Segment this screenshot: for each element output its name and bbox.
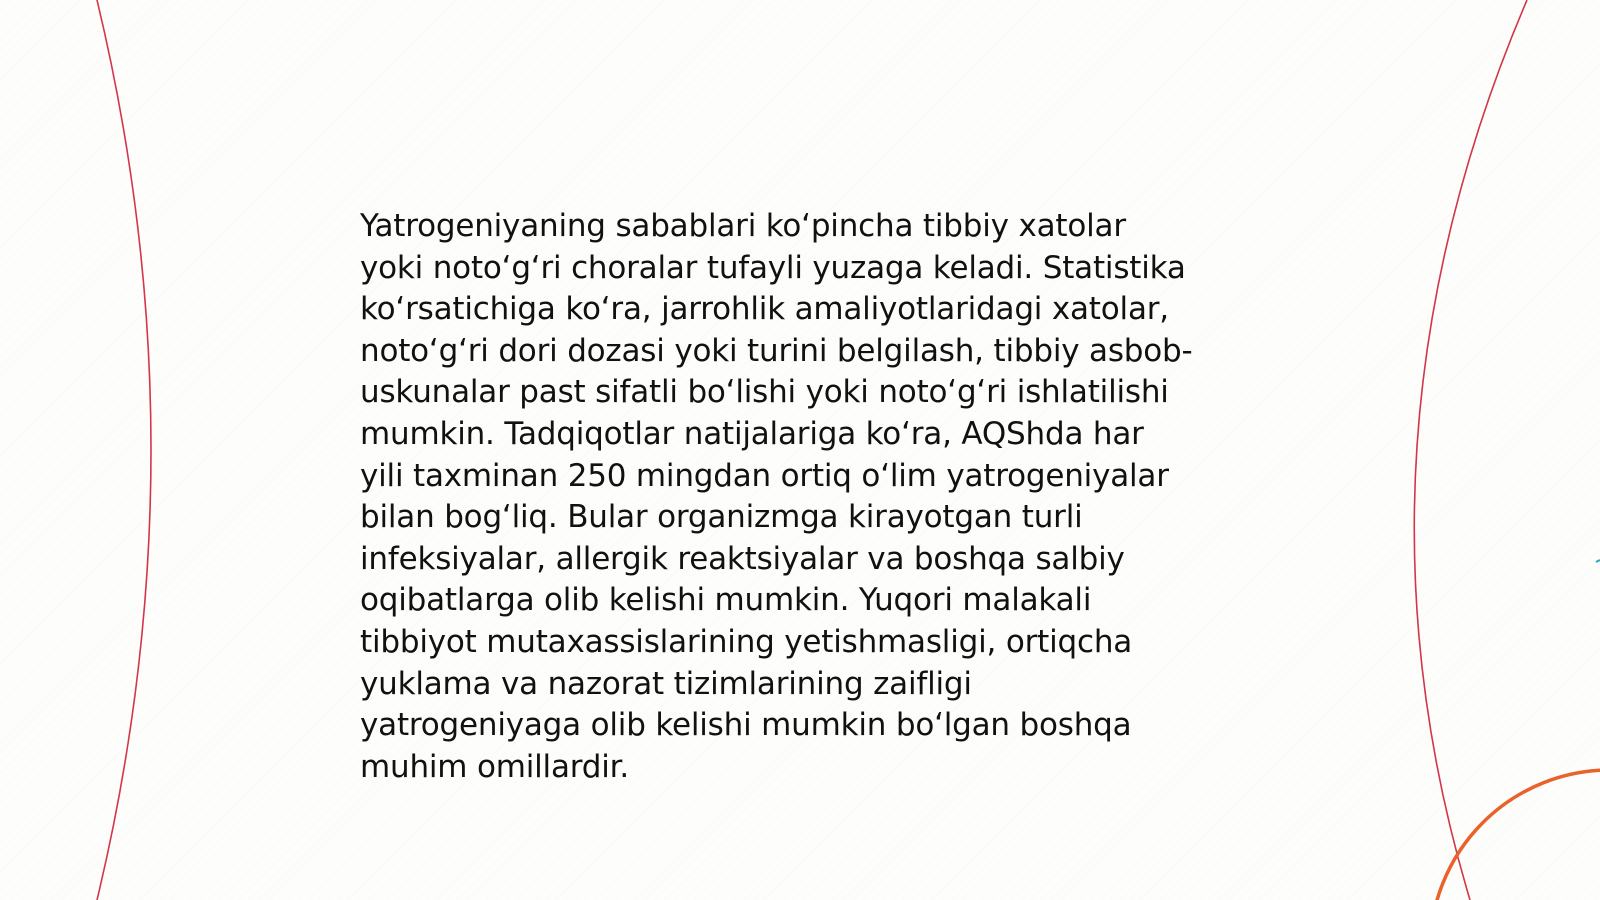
- paragraph-line: infeksiyalar, allergik reaktsiyalar va boshqa salbiy: [360, 540, 1125, 577]
- paragraph-line: uskunalar past sifatli boʻlishi yoki notoʻgʻri ishlatilishi: [360, 374, 1169, 411]
- paragraph-line: notoʻgʻri dori dozasi yoki turini belgilash, tibbiy asbob-: [360, 332, 1193, 369]
- body-paragraph: [360, 206, 1240, 788]
- right-arc-line: [1414, 0, 1527, 900]
- left-arc-line: [97, 0, 151, 900]
- paragraph-line: tibbiyot mutaxassislarining yetishmasligi, ortiqcha: [360, 623, 1133, 660]
- paragraph-line: mumkin. Tadqiqotlar natijalariga koʻra, AQShda har: [360, 415, 1144, 452]
- paragraph-line: yatrogeniyaga olib kelishi mumkin boʻlgan boshqa: [360, 707, 1132, 744]
- small-blue-tick: [1596, 560, 1600, 562]
- paragraph-line: bilan bogʻliq. Bular organizmga kirayotgan turli: [360, 499, 1083, 536]
- paragraph-line: koʻrsatichiga koʻra, jarrohlik amaliyotlaridagi xatolar,: [360, 291, 1169, 328]
- paragraph-line: yuklama va nazorat tizimlarining zaifligi: [360, 665, 972, 702]
- orange-circle-arc: [1430, 770, 1600, 900]
- paragraph-line: oqibatlarga olib kelishi mumkin. Yuqori malakali: [360, 582, 1092, 619]
- paragraph-line: Yatrogeniyaning sabablari koʻpincha tibbiy xatolar: [360, 208, 1126, 244]
- paragraph-line: muhim omillardir.: [360, 748, 630, 785]
- paragraph-line: yili taxminan 250 mingdan ortiq oʻlim yatrogeniyalar: [360, 457, 1169, 494]
- paragraph-line: yoki notoʻgʻri choralar tufayli yuzaga keladi. Statistika: [360, 249, 1186, 286]
